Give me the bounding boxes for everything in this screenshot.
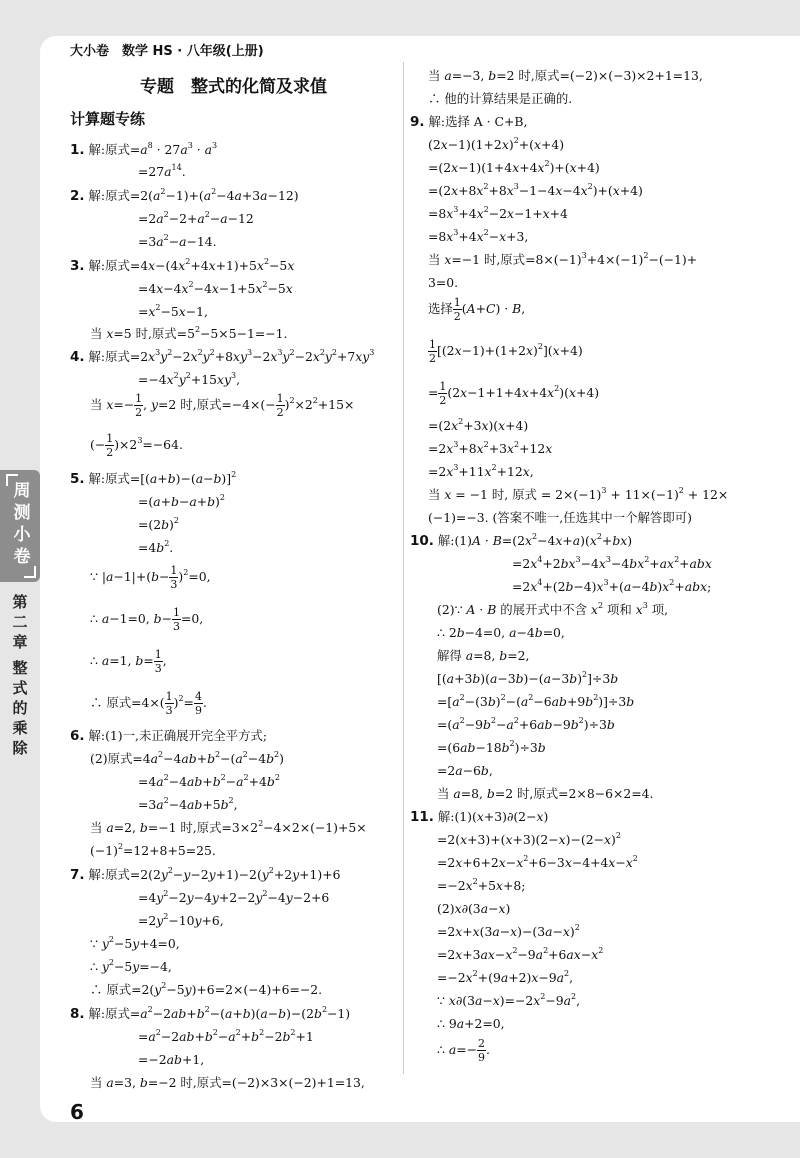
problem-11-line-6: $=2x+x(3a-x)-(3a-x)^2$ [437,923,580,939]
problem-7-line-4: ∵ $y^2-5y+4=0$, [90,935,180,951]
problem-10-line-1: 10. 解:(1)A · $B=(2x^2-4x+a)(x^2+bx)$ [410,532,633,549]
page-title: 专题 整式的化简及求值 [140,77,327,97]
problem-5-line-7: ∴ a=1, b= $\frac{1}{3}$ , [90,648,167,675]
problem-3-line-3: $=x^2-5x-1$, [138,303,208,319]
problem-9-line-8: 3=0. [428,275,459,290]
problem-4-line-2: $=-4x^2y^2+15xy^3$, [138,371,241,387]
problem-8-conclusion: ∴ 他的计算结果是正确的. [428,91,573,106]
problem-7-line-2: $=4y^2-2y-4y+2-2y^2-4y-2+6$ [138,889,330,905]
problem-5-line-8: ∴ 原式=4×( $\frac{1}{3}$ )$^2$= $\frac{4}{9}$ . [90,690,207,717]
problem-11-line-5: (2)x∂(3a−x) [437,901,511,916]
problem-2-line-2: $=2a^2-2+a^2-a-12$ [138,210,254,226]
problem-5-line-1: 5. 解:原式$=[(a+b)-(a-b)]^2$ [70,470,237,487]
problem-5-line-4: $=4b^2$. [138,539,174,555]
problem-9-line-2: $(2x-1)(1+2x)^2+(x+4)$ [428,136,565,152]
problem-11-line-11: ∴ a=− $\frac{2}{9}$ . [437,1037,490,1064]
problem-4-line-3: 当 x=− $\frac{1}{2}$ , y=2 时,原式=−4×(− $\frac{1}{2}$ )$^2\times 2^2+15\times$ [90,392,355,419]
problem-2-line-3: $=3a^2-a-14$. [138,233,217,249]
problem-1-line-1: 1. 解:原式$=a^8 \cdot 27a^3 \cdot a^3$ [70,141,218,158]
problem-5-line-3: $=(2b)^2$ [138,516,179,532]
side-tab-label: 周测小卷 [13,481,31,567]
problem-10-line-5: ∴ 2b−4=0, a−4b=0, [437,625,565,640]
problem-9-line-16: (−1)=−3. (答案不唯一,任选其中一个解答即可) [428,510,692,525]
problem-8-line-4: 当 a=3, b=−2 时,原式=(−2)×3×(−2)+1=13, [90,1075,365,1090]
problem-11-line-4: $=-2x^2+5x+8$; [437,877,526,893]
problem-2-line-1: 2. 解:原式$=2(a^2-1)+(a^2-4a+3a-12)$ [70,187,299,204]
running-header: 大小卷 数学 HS · 八年级(上册) [70,44,264,59]
page-number: 6 [70,1100,84,1124]
problem-6-line-6: $(-1)^2=12+8+5=25$. [90,842,216,858]
problem-9-line-1: 9. 解:选择 A · C+B, [410,114,528,130]
problem-9-line-10: $\frac{1}{2}$ $[(2x-1)+(1+2x)^2](x+4)$ [429,338,583,365]
problem-11-line-10: ∴ 9a+2=0, [437,1016,505,1031]
problem-4-line-4: (− $\frac{1}{2}$ )$\times 2^3=-64$. [90,432,183,459]
problem-3-line-2: $=4x-4x^2-4x-1+5x^2-5x$ [138,280,293,296]
column-divider [403,62,404,1074]
problem-9-line-15: 当 x = −1 时, 原式 = $2\times(-1)^3 + 11\times(-1)^2 + 12\times$ [428,486,729,502]
problem-8-line-3: =−2ab+1, [138,1052,205,1067]
problem-10-line-8: $=[a^2-(3b)^2-(a^2-6ab+9b^2)]\div 3b$ [437,693,635,709]
problem-9-line-14: $=2x^3+11x^2+12x$, [428,463,534,479]
problem-9-line-5: $=8x^3+4x^2-2x-1+x+4$ [428,205,568,221]
problem-5-line-2: $=(a+b-a+b)^2$ [138,493,225,509]
problem-9-line-13: $=2x^3+8x^2+3x^2+12x$ [428,440,553,456]
chapter-number: 第二章 [12,593,28,651]
problem-7-line-5: ∴ $y^2-5y=-4$, [90,958,172,974]
problem-10-line-12: 当 a=8, b=2 时,原式=2×8−6×2=4. [437,786,654,801]
problem-11-line-9: ∵ $x\partial(3a-x)=-2x^2-9a^2$, [437,992,581,1008]
problem-6-line-2: (2)原式$=4a^2-4ab+b^2-(a^2-4b^2)$ [90,750,284,766]
problem-10-line-9: $=(a^2-9b^2-a^2+6ab-9b^2)\div 3b$ [437,716,615,732]
problem-6-line-1: 6. 解:(1)一,未正确展开完全平方式; [70,728,268,744]
problem-10-line-7: $[(a+3b)(a-3b)-(a-3b)^2]\div 3b$ [437,670,619,686]
problem-6-line-3: $=4a^2-4ab+b^2-a^2+4b^2$ [138,773,280,789]
problem-9-line-7: 当 x=−1 时,原式$=8\times(-1)^3+4\times(-1)^2-(-1)+$ [428,251,698,267]
problem-9-line-12: $=(2x^2+3x)(x+4)$ [428,417,529,433]
problem-8-line-1: 8. 解:原式$=a^2-2ab+b^2-(a+b)(a-b)-(2b^2-1)$ [70,1005,351,1022]
problem-6-line-4: $=3a^2-4ab+5b^2$, [138,796,238,812]
problem-number: 1. [70,142,85,158]
problem-7-line-1: 7. 解:原式$=2(2y^2-y-2y+1)-2(y^2+2y+1)+6$ [70,866,341,883]
problem-9-line-6: $=8x^3+4x^2-x+3$, [428,228,529,244]
section-heading: 计算题专练 [70,110,146,128]
problem-5-line-6: ∴ a−1=0, b− $\frac{1}{3}$ =0, [90,606,204,633]
problem-9-line-3: $=(2x-1)(1+4x+4x^2)+(x+4)$ [428,159,600,175]
problem-6-line-5: 当 a=2, b=−1 时,原式$=3\times 2^2-4\times 2\times(-1)+5\times$ [90,819,367,835]
problem-9-line-11: = $\frac{1}{2}$ $(2x-1+1+4x+4x^2)(x+4)$ [428,380,600,407]
problem-10-line-10: $=(6ab-18b^2)\div 3b$ [437,739,546,755]
problem-11-line-2: $=2(x+3)+(x+3)(2-x)-(2-x)^2$ [437,831,621,847]
problem-10-line-6: 解得 a=8, b=2, [437,648,530,663]
problem-10-line-3: $=2x^4+(2b-4)x^3+(a-4b)x^2+abx$; [512,578,712,594]
problem-11-line-1: 11. 解:(1)(x+3)∂(2−x) [410,809,549,825]
problem-4-line-1: 4. 解:原式$=2x^3y^2-2x^2y^2+8xy^3-2x^3y^2-2x^2y^2+7xy^3$ [70,348,375,365]
problem-9-line-9: 选择 $\frac{1}{2}$ (A+C) · B, [428,296,526,323]
problem-9-line-4: $=(2x+8x^2+8x^3-1-4x-4x^2)+(x+4)$ [428,182,643,198]
problem-10-line-2: $=2x^4+2bx^3-4x^3-4bx^2+ax^2+abx$ [512,555,712,571]
chapter-title: 整式的乘除 [12,659,28,757]
problem-7-line-3: $=2y^2-10y+6$, [138,912,224,928]
problem-10-line-4: (2)∵ A · B 的展开式中不含 $x^2$ 项和 $x^3$ 项, [437,601,669,617]
problem-11-line-7: $=2x+3ax-x^2-9a^2+6ax-x^2$ [437,946,604,962]
problem-8-line-5: 当 a=−3, b=2 时,原式=(−2)×(−3)×2+1=13, [428,68,703,83]
problem-8-line-2: $=a^2-2ab+b^2-a^2+b^2-2b^2+1$ [138,1028,314,1044]
problem-7-line-6: ∴ 原式$=2(y^2-5y)+6=2\times(-4)+6=-2$. [90,981,323,997]
problem-3-line-4: 当 x=5 时,原式$=5^2-5\times 5-1=-1$. [90,325,288,341]
problem-10-line-11: =2a−6b, [437,763,493,778]
problem-11-line-8: $=-2x^2+(9a+2)x-9a^2$, [437,969,574,985]
problem-5-line-5: ∵ |a−1|+(b− $\frac{1}{3}$ )$^2$=0, [90,564,211,591]
problem-11-line-3: $=2x+6+2x-x^2+6-3x-4+4x-x^2$ [437,854,638,870]
problem-1-line-2: $=27a^{14}$. [138,163,186,179]
problem-3-line-1: 3. 解:原式$=4x-(4x^2+4x+1)+5x^2-5x$ [70,257,295,274]
